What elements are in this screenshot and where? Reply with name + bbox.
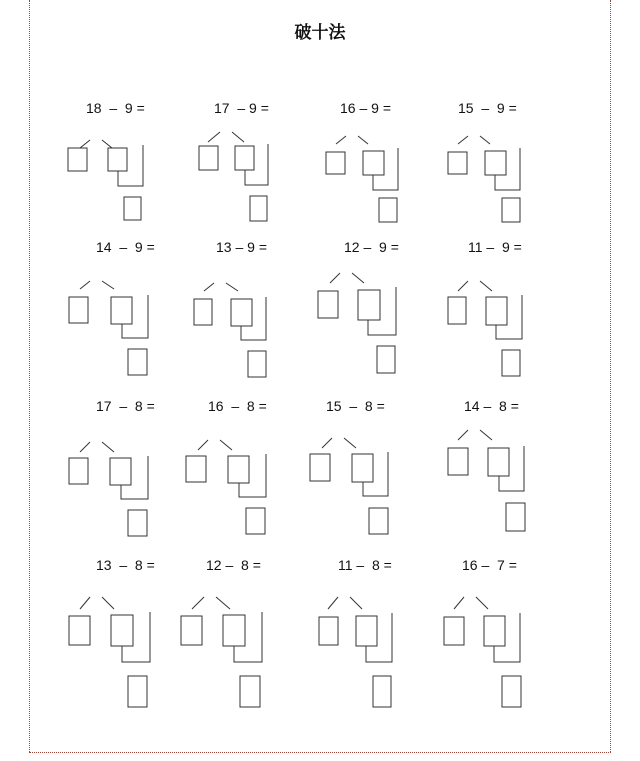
answer-box[interactable] (250, 196, 267, 221)
split-line-left (80, 281, 90, 289)
split-line-right (102, 140, 112, 148)
answer-box[interactable] (310, 454, 330, 481)
split-line-right (220, 440, 232, 450)
split-line-right (358, 136, 368, 144)
split-line-right (480, 136, 490, 144)
answer-box[interactable] (485, 151, 506, 175)
answer-box[interactable] (69, 297, 88, 323)
answer-box[interactable] (319, 617, 338, 645)
problem-equation: 18 – 9 = (86, 100, 145, 116)
answer-box[interactable] (373, 676, 391, 707)
split-line-left (322, 438, 332, 448)
answer-box[interactable] (484, 616, 505, 646)
answer-box[interactable] (502, 350, 520, 376)
answer-box[interactable] (235, 146, 254, 170)
answer-box[interactable] (506, 503, 525, 531)
answer-box[interactable] (108, 148, 127, 171)
problem-equation: 14 – 9 = (96, 239, 155, 255)
split-line-left (454, 597, 464, 609)
decomposition-diagram (194, 259, 294, 369)
decomposition-diagram (66, 120, 166, 230)
answer-box[interactable] (181, 616, 202, 645)
split-line-right (102, 442, 114, 452)
split-line-left (336, 136, 346, 144)
page-border-bottom (29, 752, 611, 753)
answer-box[interactable] (448, 448, 468, 475)
problem (180, 557, 330, 712)
decomposition-diagram (446, 418, 546, 528)
page-border-left (29, 0, 30, 752)
answer-box[interactable] (199, 146, 218, 170)
page-border-right (610, 0, 611, 752)
answer-box[interactable] (358, 290, 380, 320)
split-line-right (352, 273, 364, 283)
answer-box[interactable] (246, 508, 265, 534)
answer-box[interactable] (231, 299, 252, 326)
decomposition-diagram (318, 577, 418, 687)
answer-box[interactable] (502, 676, 521, 707)
answer-box[interactable] (448, 152, 467, 174)
answer-box[interactable] (69, 616, 90, 645)
problem-equation: 17 – 9 = (214, 100, 269, 116)
answer-box[interactable] (124, 197, 141, 220)
decomposition-diagram (186, 418, 286, 528)
split-line-left (198, 440, 208, 450)
problem-equation: 17 – 8 = (96, 398, 155, 414)
answer-box[interactable] (69, 458, 88, 484)
split-line-left (330, 273, 340, 283)
decomposition-diagram (318, 259, 418, 369)
answer-box[interactable] (448, 297, 466, 324)
answer-box[interactable] (356, 616, 377, 646)
split-line-left (80, 140, 90, 148)
split-line-right (216, 597, 230, 609)
split-line-right (226, 283, 238, 291)
decomposition-diagram (448, 120, 548, 230)
answer-box[interactable] (326, 152, 345, 174)
split-line-left (204, 283, 214, 291)
problem-equation: 11 – 9 = (468, 239, 522, 255)
answer-box[interactable] (111, 297, 132, 324)
answer-box[interactable] (444, 617, 464, 645)
problem (318, 239, 468, 394)
answer-box[interactable] (128, 510, 147, 536)
problem (310, 398, 460, 553)
split-line-left (80, 442, 90, 452)
decomposition-diagram (324, 120, 424, 230)
problem-equation: 16 – 8 = (208, 398, 267, 414)
problem (442, 557, 592, 712)
split-line-right (350, 597, 362, 609)
answer-box[interactable] (111, 615, 133, 646)
answer-box[interactable] (369, 508, 388, 534)
answer-box[interactable] (363, 151, 384, 175)
problem-equation: 13 – 9 = (216, 239, 267, 255)
problem (66, 100, 216, 255)
answer-box[interactable] (379, 198, 397, 222)
problem (448, 100, 598, 255)
answer-box[interactable] (352, 454, 373, 482)
answer-box[interactable] (248, 351, 266, 377)
decomposition-diagram (66, 577, 166, 687)
problem-equation: 12 – 9 = (344, 239, 399, 255)
problem-equation: 16 – 7 = (462, 557, 517, 573)
answer-box[interactable] (186, 456, 206, 482)
split-line-right (102, 281, 114, 289)
decomposition-diagram (66, 418, 166, 528)
decomposition-diagram (310, 418, 410, 528)
answer-box[interactable] (68, 148, 87, 171)
problem-equation: 16 – 9 = (340, 100, 391, 116)
split-line-right (344, 438, 356, 448)
problem-equation: 11 – 8 = (338, 557, 392, 573)
answer-box[interactable] (502, 198, 520, 222)
worksheet-title: 破十法 (294, 23, 346, 43)
split-line-left (192, 597, 204, 609)
problem-equation: 15 – 8 = (326, 398, 385, 414)
decomposition-diagram (196, 120, 296, 230)
decomposition-diagram (66, 259, 166, 369)
problem-equation: 14 – 8 = (464, 398, 519, 414)
split-line-left (458, 136, 468, 144)
split-line-left (80, 597, 90, 609)
answer-box[interactable] (318, 291, 338, 318)
answer-box[interactable] (488, 448, 509, 476)
split-line-right (480, 430, 492, 440)
answer-box[interactable] (228, 456, 249, 483)
problem (446, 398, 596, 553)
problem (448, 239, 598, 394)
split-line-right (232, 132, 244, 142)
answer-box[interactable] (240, 676, 260, 707)
answer-box[interactable] (128, 676, 147, 707)
split-line-left (208, 132, 220, 142)
problem-equation: 15 – 9 = (458, 100, 517, 116)
answer-box[interactable] (194, 299, 212, 325)
decomposition-diagram (442, 577, 542, 687)
answer-box[interactable] (128, 349, 147, 375)
answer-box[interactable] (110, 458, 131, 485)
problem-equation: 12 – 8 = (206, 557, 261, 573)
split-line-right (480, 281, 492, 291)
split-line-left (328, 597, 338, 609)
decomposition-diagram (180, 577, 280, 687)
answer-box[interactable] (377, 346, 395, 373)
answer-box[interactable] (486, 297, 507, 325)
split-line-right (476, 597, 488, 609)
problem-equation: 13 – 8 = (96, 557, 155, 573)
answer-box[interactable] (223, 615, 245, 646)
decomposition-diagram (448, 259, 548, 369)
split-line-left (458, 281, 468, 291)
split-line-right (102, 597, 114, 609)
split-line-left (458, 430, 468, 440)
